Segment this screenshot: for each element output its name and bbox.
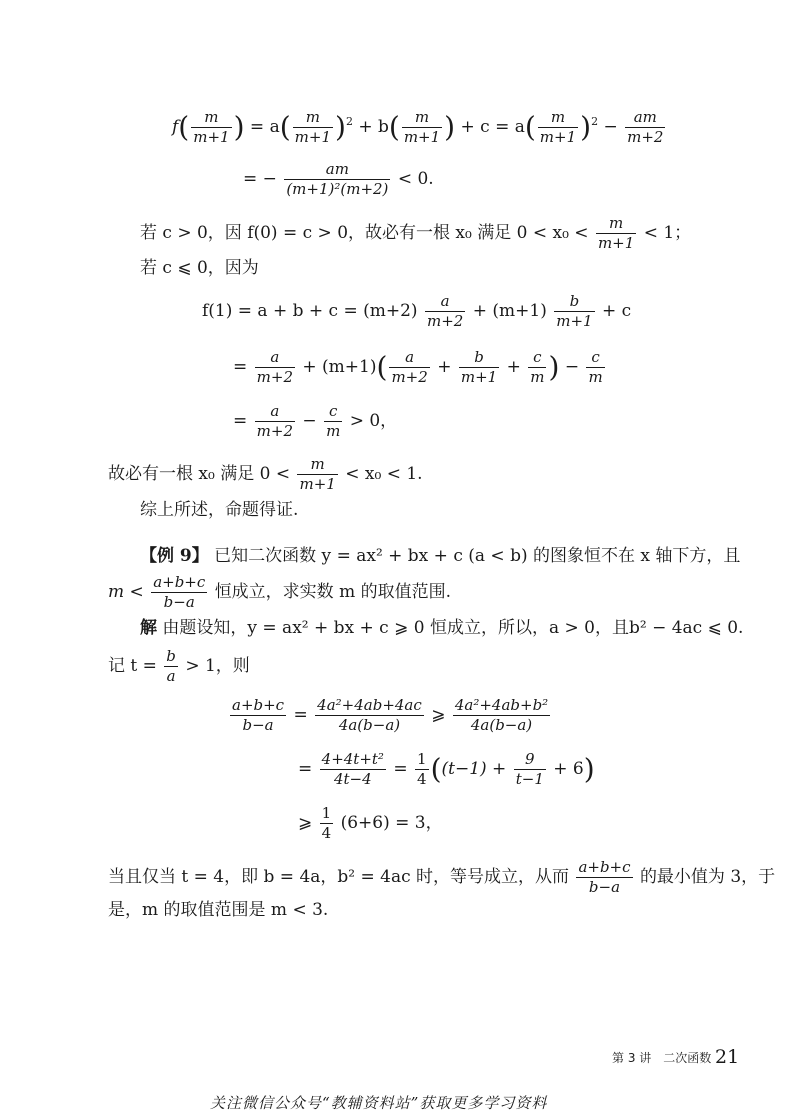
solution-line-2: 记 t = $\frac{b}{a}$ > 1，则 [108, 647, 250, 685]
chapter-footer: 第 3 讲 二次函数 [612, 1051, 712, 1065]
text-line-3: 若 c > 0，因 f(0) = c > 0，故必有一根 x₀ 满足 0 < x₀ < $\frac{m}{m+1}$ < 1； [140, 214, 692, 252]
eq-line-6: = $\frac{a}{m+2}$ + (m+1)( $\frac{a}{m+2}$ + $\frac{b}{m+1}$ + $\frac{c}{m}$ ) − $\frac{c}{m}$ [233, 348, 603, 386]
text-line-4: 若 c ⩽ 0，因为 [140, 258, 259, 278]
solution-line-1: 解 由题设知，y = ax² + bx + c ⩾ 0 恒成立，所以，a > 0，且b² − 4ac ⩽ 0. [140, 618, 744, 638]
derivation-line-2: = $\frac{\text{4+4t+t²}}{4t-4}$ = $\frac{1}{4}$ ((t−1) + $\frac{9}{t-1}$ + 6) [298, 750, 595, 788]
example-label: 【例 9】 [140, 546, 209, 566]
page-number: 21 [715, 1046, 740, 1068]
example-9-heading: 【例 9】 已知二次函数 y = ax² + bx + c (a < b) 的图象恒不在 x 轴下方，且 [140, 546, 741, 566]
eq-line-5: f(1) = a + b + c = (m+2) $\frac{a}{m+2}$ + (m+1) $\frac{b}{m+1}$ + c [202, 292, 632, 330]
text-line-8: 故必有一根 x₀ 满足 0 < $\frac{m}{m+1}$ < x₀ < 1. [108, 455, 423, 493]
conclusion-line-1: 当且仅当 t = 4，即 b = 4a，b² = 4ac 时，等号成立，从而 $\frac{a+b+c}{b-a}$ 的最小值为 3，于 [108, 858, 776, 896]
solution-label: 解 [140, 618, 157, 638]
eq-line-1: f( $\frac{m}{m+1}$ ) = a( $\frac{m}{m+1}$ )$^2$ + b( $\frac{m}{m+1}$ ) + c = a( $\frac{m}{m+1}$ )$^2$ − $\frac{am}{m+2}$ [172, 108, 664, 146]
example-9-line-2: m < $\frac{a+b+c}{b-a}$ 恒成立，求实数 m 的取值范围. [108, 573, 452, 611]
derivation-line-3: ⩾ $\frac{1}{4}$ (6+6) = 3， [298, 804, 443, 842]
text-line-9: 综上所述，命题得证. [140, 500, 299, 520]
watermark-text: 关注微信公众号“教辅资料站”获取更多学习资料 [210, 1094, 548, 1112]
derivation-line-1: $\frac{a+b+c}{b-a}$ = $\frac{\text{4a²+4ab+4ac}}{4a(b-a)}$ ⩾ $\frac{\text{4a²+4ab+b²}}{4a(b-a)}$ [232, 696, 549, 734]
conclusion-line-2: 是，m 的取值范围是 m < 3. [108, 900, 329, 920]
eq-line-7: = $\frac{a}{m+2}$ − $\frac{c}{m}$ > 0， [233, 402, 398, 440]
eq-line-2: = − $\frac{am}{\text{(m+1)²(m+2)}}$ < 0. [243, 160, 434, 198]
